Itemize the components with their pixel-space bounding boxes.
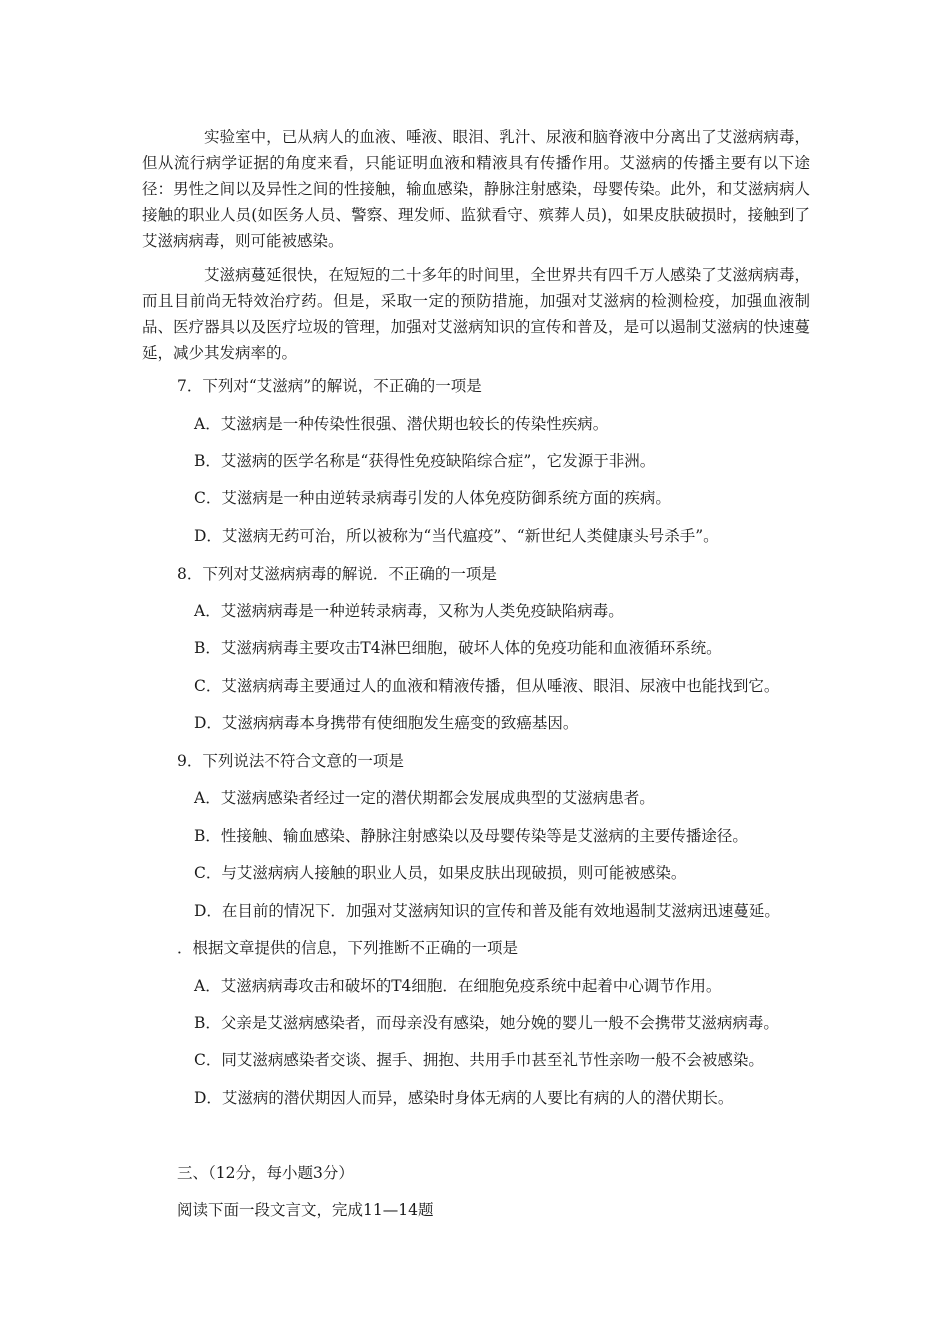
passage-paragraph-1: 实验室中，已从病人的血液、唾液、眼泪、乳汁、尿液和脑脊液中分离出了艾滋病病毒，但从流行病学证据的角度来看，只能证明血液和精液具有传播作用。艾滋病的传播主要有以下途径：男性之间以及异性之间的性接触，输血感染，静脉注射感染，母婴传染。此外，和艾滋病病人接触的职业人员(如医务人员、警察、理发师、监狱看守、殡葬人员)，如果皮肤破损时，接触到了艾滋病病毒，则可能被感染。 [142,128,810,250]
question-10-option-a: A．艾滋病病毒攻击和破坏的T4细胞．在细胞免疫系统中起着中心调节作用。 [194,977,722,995]
question-9-option-b: B．性接触、输血感染、静脉注射感染以及母婴传染等是艾滋病的主要传播途径。 [194,827,748,845]
question-8-stem: 8．下列对艾滋病病毒的解说．不正确的一项是 [177,565,497,583]
question-7-option-a: A．艾滋病是一种传染性很强、潜伏期也较长的传染性疾病。 [194,415,609,433]
question-10-option-b: B．父亲是艾滋病感染者，而母亲没有感染，她分娩的婴儿一般不会携带艾滋病病毒。 [194,1014,779,1032]
question-9-option-c: C．与艾滋病病人接触的职业人员，如果皮肤出现破损，则可能被感染。 [194,864,687,882]
passage-paragraph-2: 艾滋病蔓延很快，在短短的二十多年的时间里，全世界共有四千万人感染了艾滋病病毒，而且目前尚无特效治疗药。但是，采取一定的预防措施，加强对艾滋病的检测检疫，加强血液制品、医疗器具以及医疗垃圾的管理，加强对艾滋病知识的宣传和普及，是可以遏制艾滋病的快速蔓延，减少其发病率的。 [142,266,810,362]
question-7-stem: 7．下列对“艾滋病”的解说，不正确的一项是 [177,377,482,395]
question-8-option-a: A．艾滋病病毒是一种逆转录病毒，又称为人类免疫缺陷病毒。 [194,602,624,620]
question-9-stem: 9．下列说法不符合文意的一项是 [177,752,404,770]
question-8-option-b: B．艾滋病病毒主要攻击T4淋巴细胞，破坏人体的免疫功能和血液循环系统。 [194,639,722,657]
section-3-instruction: 阅读下面一段文言文，完成11—14题 [177,1201,434,1219]
question-9-option-d: D．在目前的情况下．加强对艾滋病知识的宣传和普及能有效地遏制艾滋病迅速蔓延。 [194,902,780,920]
section-3-heading: 三、（12分，每小题3分） [177,1164,354,1182]
question-7-option-d: D．艾滋病无药可治，所以被称为“当代瘟疫”、“新世纪人类健康头号杀手”。 [194,527,719,545]
question-10-option-d: D．艾滋病的潜伏期因人而异，感染时身体无病的人要比有病的人的潜伏期长。 [194,1089,734,1107]
question-7-option-c: C．艾滋病是一种由逆转录病毒引发的人体免疫防御系统方面的疾病。 [194,489,671,507]
question-9-option-a: A．艾滋病感染者经过一定的潜伏期都会发展成典型的艾滋病患者。 [194,789,655,807]
question-10-stem: ．根据文章提供的信息，下列推断不正确的一项是 [177,939,519,957]
question-8-option-c: C．艾滋病病毒主要通过人的血液和精液传播，但从唾液、眼泪、尿液中也能找到它。 [194,677,780,695]
question-7-option-b: B．艾滋病的医学名称是“获得性免疫缺陷综合症”，它发源于非洲。 [194,452,656,470]
question-8-option-d: D．艾滋病病毒本身携带有使细胞发生癌变的致癌基因。 [194,714,579,732]
question-10-option-c: C．同艾滋病感染者交谈、握手、拥抱、共用手巾甚至礼节性亲吻一般不会被感染。 [194,1051,764,1069]
